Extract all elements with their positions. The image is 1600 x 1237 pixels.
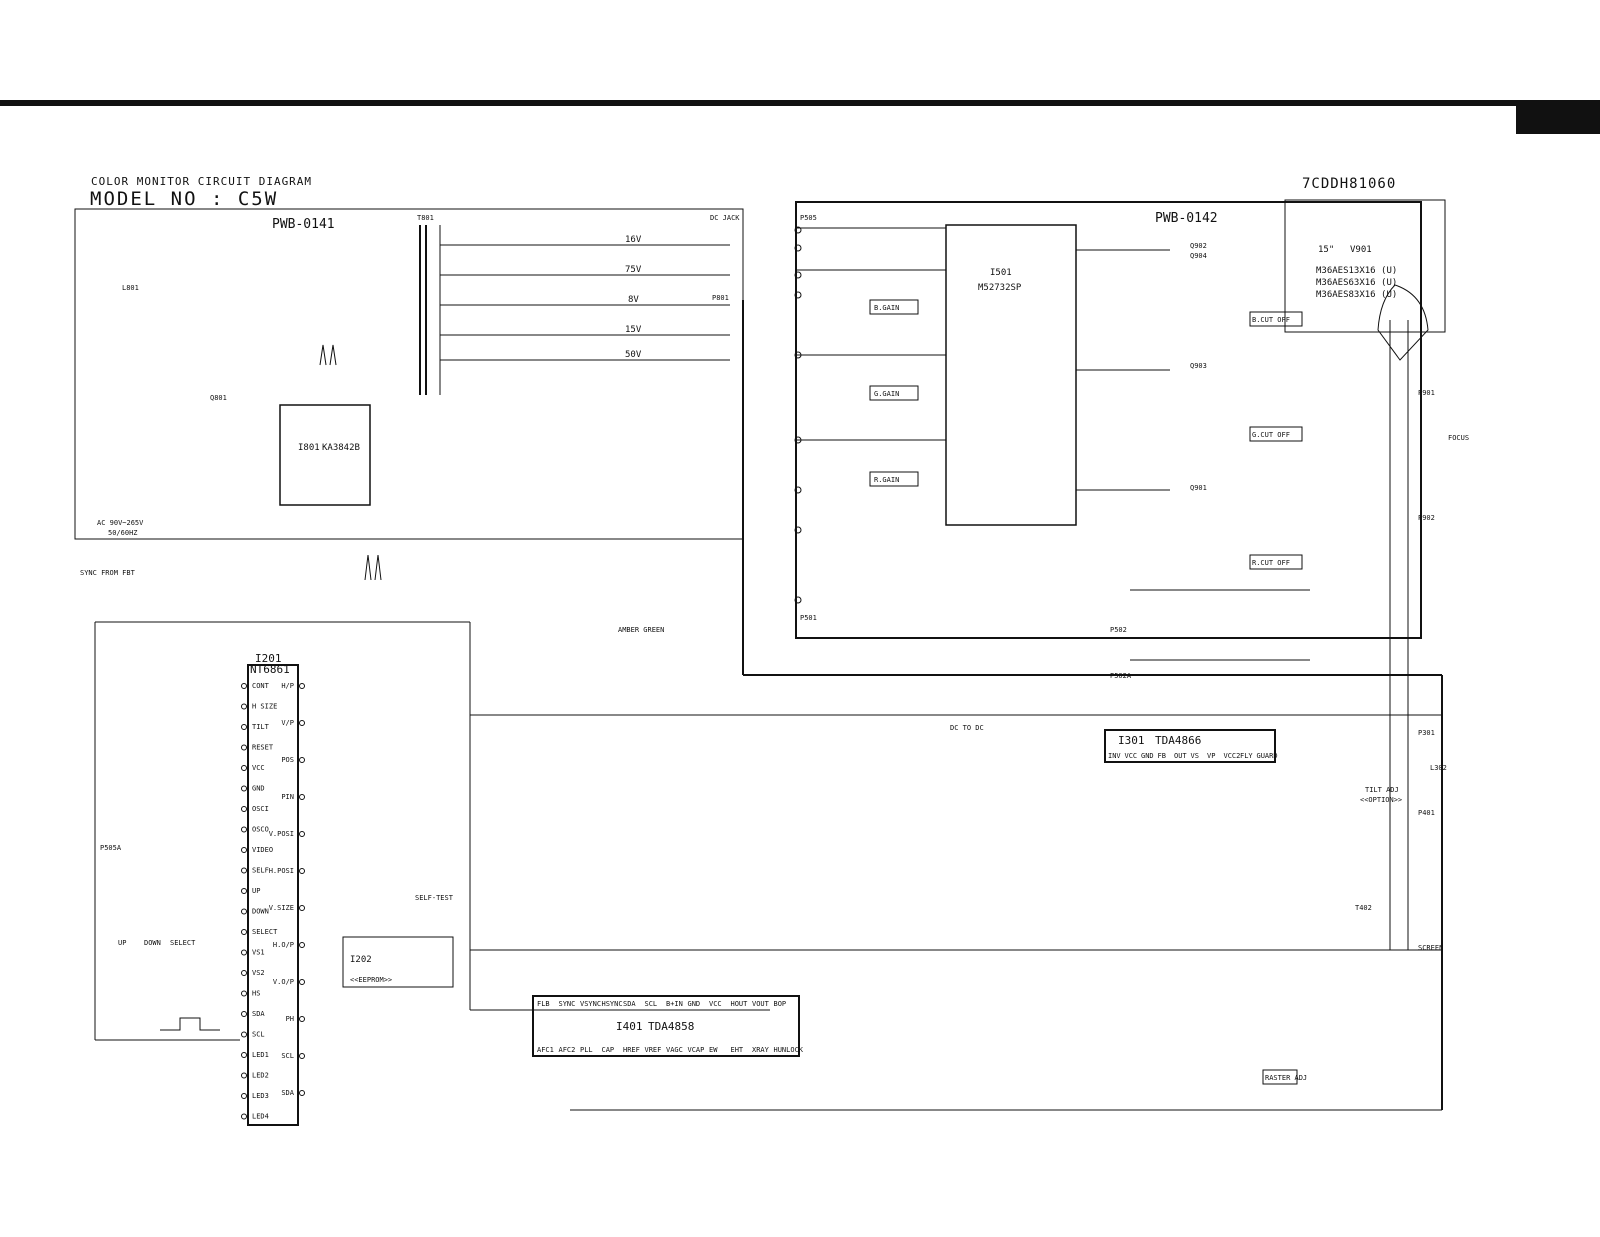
i301-top-pin-label: VS (1190, 752, 1199, 760)
i401-bottom-pin-label: XRAY (752, 1046, 769, 1054)
i201-left-pin-label: LED4 (252, 1112, 269, 1121)
i201-right-pin-label: H/P (281, 682, 294, 690)
ref-t402: T402 (1355, 904, 1372, 912)
i801-ref: I801 (298, 443, 320, 453)
i301-top-pin-label: GND (1141, 752, 1154, 760)
i201-left-pin-label: LED1 (252, 1051, 269, 1059)
i201-left-pin-label: LED3 (252, 1092, 269, 1100)
i201-left-pin (242, 1094, 247, 1099)
self-test-label: SELF-TEST (415, 894, 453, 902)
i401-bottom-pin-label: AFC2 (558, 1046, 576, 1054)
i201-right-pin-label: H.O/P (272, 941, 294, 949)
rail-15v: 15V (625, 325, 642, 335)
i301-top-pin-label: GUARD (1256, 752, 1278, 760)
i401-top-pin-label: HOUT (730, 1000, 748, 1008)
i201-left-pin-label: SCL (252, 1030, 265, 1039)
i201-left-pin-label: OSCI (252, 805, 269, 813)
i301-top-pin-label: VCC (1124, 752, 1138, 760)
ref-t801: T801 (417, 214, 434, 222)
crt-model-2: M36AES63X16 (U) (1316, 278, 1398, 288)
i201-right-pins (269, 682, 305, 1097)
i201-left-pin (242, 950, 247, 955)
i301-top-pin-label: VCC2 (1223, 752, 1241, 760)
i201-left-pin-label: TILT (252, 723, 269, 731)
connector-p502a: P502A (1110, 672, 1132, 680)
crt-size: 15" (1318, 245, 1335, 255)
i401-top-pin-label: VSYNC (580, 1000, 602, 1008)
i201-right-pin-label: PH (285, 1015, 294, 1023)
i301-top-pin-label: VP (1207, 752, 1216, 760)
i201-right-pin (300, 721, 305, 726)
right-board-label: PWB-0142 (1155, 211, 1218, 226)
i401-top-pin-label: HSYNC (601, 1000, 623, 1008)
i401-bottom-pin-label: HUNLOCK (773, 1046, 804, 1054)
i201-left-pin (242, 704, 247, 709)
i201-left-pin-label: SELF (252, 866, 269, 875)
i201-right-pin (300, 1091, 305, 1096)
sync-from-fbt-label: SYNC FROM FBT (80, 569, 135, 577)
i401-bottom-pin-label: HREF (623, 1046, 640, 1054)
i201-right-pin (300, 1017, 305, 1022)
i401-top-pin-label: VCC (709, 1000, 722, 1008)
i201-left-pin-label: RESET (252, 743, 274, 752)
i201-left-pin-label: VS1 (252, 948, 265, 957)
down-key-label: DOWN (144, 939, 161, 947)
b-cutoff-label: B.CUT OFF (1252, 316, 1290, 324)
i201-left-pin (242, 1114, 247, 1119)
i401-bottom-pin-label: EHT (730, 1046, 744, 1054)
i201-right-pin-label: V.POSI (268, 830, 294, 838)
i201-right-pin (300, 684, 305, 689)
i401-top-pin-label: VOUT (752, 1000, 769, 1008)
i201-left-pin (242, 1012, 247, 1017)
connector-p501: P501 (800, 614, 817, 622)
rail-8v: 8V (628, 295, 639, 305)
i301-top-pin-label: OUT (1174, 752, 1187, 760)
i201-left-pin (242, 827, 247, 832)
i201-left-pins (242, 682, 279, 1121)
i201-left-pin (242, 786, 247, 791)
screen-label: SCREEN (1418, 944, 1444, 952)
i201-ref: I201 (255, 652, 282, 665)
connector-p301: P301 (1418, 729, 1435, 737)
rail-16v: 16V (625, 235, 642, 245)
i401-top-pin-label: SCL (644, 1000, 658, 1008)
i401-bottom-pin-label: PLL (580, 1046, 593, 1054)
i201-left-pin-label: H SIZE (252, 702, 278, 711)
i201-right-pin-label: SDA (281, 1089, 294, 1097)
tilt-option-label: <<OPTION>> (1360, 796, 1403, 804)
crt-model-3: M36AES83X16 (U) (1316, 290, 1398, 300)
i201-left-pin (242, 766, 247, 771)
i201-right-pin (300, 1054, 305, 1059)
raster-adj-label: RASTER ADJ (1265, 1074, 1308, 1082)
i801-part: KA3842B (322, 443, 360, 453)
g-cutoff-label: G.CUT OFF (1252, 431, 1290, 439)
i201-left-pin (242, 725, 247, 730)
r-cutoff-label: R.CUT OFF (1252, 559, 1290, 567)
i401-bottom-pin-label: EW (709, 1046, 718, 1054)
tilt-adj-label: TILT ADJ (1365, 786, 1399, 794)
i201-right-pin-label: SCL (281, 1052, 294, 1060)
connector-p901: P901 (1418, 389, 1435, 397)
connector-p401: P401 (1418, 809, 1435, 817)
g-gain-label: G.GAIN (874, 390, 900, 398)
i201-right-pin-label: H.POSI (268, 867, 294, 875)
up-key-label: UP (118, 939, 127, 947)
i201-left-pin-label: OSCO (252, 825, 269, 834)
connector-p505: P505 (800, 214, 817, 222)
i301-ref: I301 (1118, 734, 1145, 747)
i202-ref: I202 (350, 955, 372, 965)
i401-bottom-pin-label: VREF (644, 1046, 662, 1054)
i201-left-pin-label: VS2 (252, 969, 265, 977)
i201-right-pin-label: V.SIZE (268, 904, 294, 912)
i401-top-pin-label: SYNC (558, 1000, 576, 1008)
left-board-label: PWB-0141 (272, 217, 335, 232)
ref-l801: L801 (122, 284, 139, 292)
ref-q903: Q903 (1190, 362, 1207, 370)
i401-top-pins (537, 1000, 786, 1008)
i401-bottom-pin-label: AFC1 (537, 1046, 554, 1054)
i201-left-pin (242, 991, 247, 996)
i301-top-pin-label: FLY (1240, 752, 1253, 760)
i201-left-pin (242, 848, 247, 853)
i301-top-pin-label: FB (1157, 752, 1166, 760)
crt-model-1: M36AES13X16 (U) (1316, 266, 1398, 276)
i401-top-pin-label: FLB (537, 1000, 550, 1008)
model-number: MODEL NO : C5W (90, 188, 279, 210)
diagram-title: COLOR MONITOR CIRCUIT DIAGRAM (91, 175, 313, 188)
ref-l302: L302 (1430, 764, 1447, 772)
i301-top-pins (1108, 752, 1278, 760)
r-gain-label: R.GAIN (874, 476, 900, 484)
ref-q902: Q902 (1190, 242, 1207, 250)
i201-left-pin-label: LED2 (252, 1071, 269, 1080)
i201-left-pin-label: CONT (252, 682, 269, 690)
crt-ref: V901 (1350, 245, 1372, 255)
i401-bottom-pins (537, 1046, 804, 1054)
b-gain-label: B.GAIN (874, 304, 900, 312)
ac-input-note: AC 90V~265V (97, 519, 144, 527)
connector-p801: P801 (712, 294, 729, 302)
i201-left-pin (242, 930, 247, 935)
i201-right-pin-label: POS (281, 756, 294, 764)
i801-body (280, 405, 370, 505)
i201-right-pin (300, 832, 305, 837)
power-supply-section (75, 209, 743, 539)
i401-bottom-pin-label: VAGC (666, 1046, 683, 1054)
i201-left-pin (242, 909, 247, 914)
i201-left-pin (242, 1053, 247, 1058)
i201-left-pin (242, 1032, 247, 1037)
i401-top-pin-label: SDA (623, 1000, 636, 1008)
i401-bottom-pin-label: CAP (601, 1046, 615, 1054)
i201-left-pin-label: VIDEO (252, 846, 274, 854)
i201-right-pin (300, 758, 305, 763)
i201-right-pin-label: PIN (281, 793, 294, 801)
i301-part: TDA4866 (1155, 734, 1202, 747)
i501-part: M52732SP (978, 283, 1022, 293)
ref-q901: Q901 (1190, 484, 1207, 492)
i201-left-pin-label: SDA (252, 1010, 265, 1018)
dc-to-dc-label: DC TO DC (950, 724, 984, 732)
i401-bottom-pin-label: VCAP (687, 1046, 705, 1054)
select-key-label: SELECT (170, 939, 196, 947)
connector-p505a: P505A (100, 844, 122, 852)
i401-part: TDA4858 (648, 1020, 695, 1033)
i401-top-pin-label: GND (687, 1000, 701, 1008)
i201-left-pin (242, 684, 247, 689)
connector-p502: P502 (1110, 626, 1127, 634)
i201-left-pin-label: GND (252, 784, 265, 793)
i201-right-pin (300, 869, 305, 874)
rail-75v: 75V (625, 265, 642, 275)
i201-left-pin-label: HS (252, 989, 261, 998)
i201-left-pin (242, 745, 247, 750)
i201-right-pin (300, 906, 305, 911)
i201-left-pin-label: UP (252, 887, 261, 895)
i201-left-pin-label: DOWN (252, 907, 269, 916)
ref-q904: Q904 (1190, 252, 1207, 260)
focus-label: FOCUS (1448, 434, 1470, 442)
i201-left-pin (242, 807, 247, 812)
i201-right-pin-label: V/P (281, 719, 294, 727)
i201-left-pin (242, 971, 247, 976)
i401-top-pin-label: BOP (773, 1000, 787, 1008)
i401-ref: I401 (616, 1020, 643, 1033)
i201-right-pin (300, 943, 305, 948)
i201-left-pin-label: SELECT (252, 928, 278, 936)
ref-q801: Q801 (210, 394, 227, 402)
i201-part: NT6861 (250, 663, 290, 676)
ac-frequency-note: 50/60HZ (108, 529, 138, 537)
i202-part: <<EEPROM>> (350, 976, 393, 984)
i201-right-pin (300, 980, 305, 985)
i501-ref: I501 (990, 268, 1012, 278)
i201-right-pin (300, 795, 305, 800)
i301-top-pin-label: INV (1108, 752, 1121, 760)
i201-left-pin (242, 868, 247, 873)
rail-50v: 50V (625, 350, 642, 360)
connector-p902: P902 (1418, 514, 1435, 522)
led-color-label: AMBER GREEN (618, 626, 665, 634)
i201-left-pin (242, 1073, 247, 1078)
i401-top-pin-label: B+IN (666, 1000, 683, 1008)
connector-dc-jack: DC JACK (710, 214, 740, 222)
i201-right-pin-label: V.O/P (272, 978, 294, 986)
document-code: 7CDDH81060 (1302, 176, 1397, 192)
i201-left-pin (242, 889, 247, 894)
i201-left-pin-label: VCC (252, 764, 265, 772)
